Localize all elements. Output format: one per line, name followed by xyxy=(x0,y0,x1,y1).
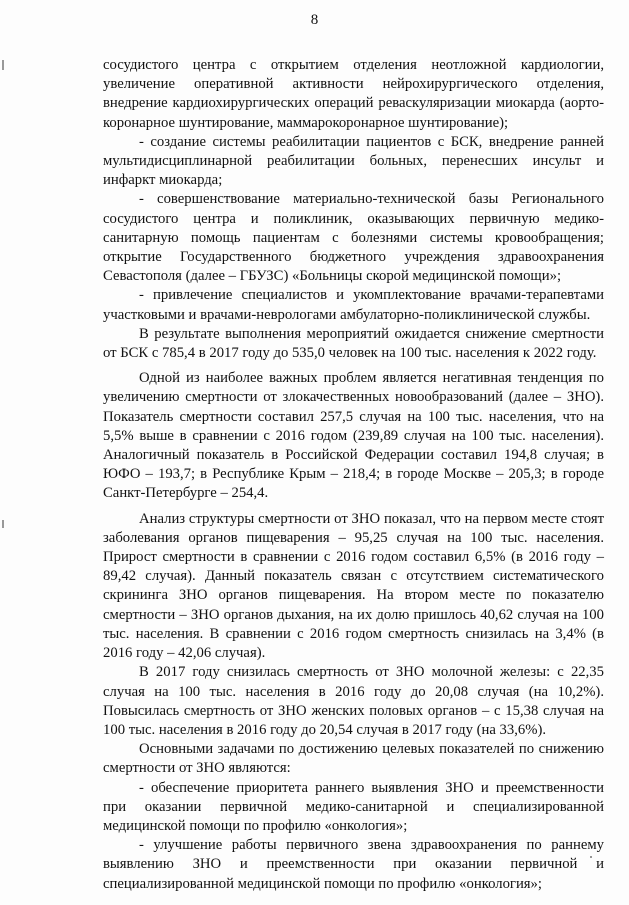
paragraph: - обеспечение приоритета раннего выявления ЗНО и преемственности при оказании первичной медико-санитарной и специализированной медицинской помощи по профилю «онкология»; xyxy=(103,779,604,834)
paragraph: Одной из наиболее важных проблем является негативная тенденция по увеличению смертности от злокачественных новообразований (далее – ЗНО). Показатель смертности составил 257,5 случая на 100 тыс. населения, что на 5,5% выше в сравнении с 2016 годом (239,89 случая на 100 тыс. населения). Аналогичный показатель в Российской Федерации составил 194,8 случая; в ЮФО – 193,7; в Республике Крым – 218,4; в городе Москве – 205,3; в городе Санкт-Петербурге – 254,4. xyxy=(103,370,604,502)
paragraph: Основными задачами по достижению целевых показателей по снижению смертности от ЗНО являются: xyxy=(103,741,604,777)
paragraph: - создание системы реабилитации пациентов с БСК, внедрение ранней мультидисциплинарной реабилитации больных, перенесших инсульт и инфаркт миокарда; xyxy=(103,133,604,189)
scan-artifact xyxy=(2,60,4,70)
paragraph: - улучшение работы первичного звена здравоохранения по раннему выявлению ЗНО и преемственности при оказании первичной и специализированной медицинской помощи по профилю «онкология»; xyxy=(103,837,604,892)
paragraph: В результате выполнения мероприятий ожидается снижение смертности от БСК с 785,4 в 2017 году до 535,0 человек на 100 тыс. населения к 2022 году. xyxy=(103,325,604,362)
scan-artifact xyxy=(2,520,4,528)
paragraph: сосудистого центра с открытием отделения неотложной кардиологии, увеличение оперативной активности нейрохирургического отделения, внедрение кардиохирургических операций реваскуляризации миокарда (аорто-коронарное шунтирование, маммарокоронарное шунтирование); xyxy=(103,57,604,131)
paragraph: В 2017 году снизилась смертность от ЗНО молочной железы: с 22,35 случая на 100 тыс. населения в 2016 году до 20,08 случая (на 10,2%). Повысилась смертность от ЗНО женских половых органов – с 15,38 случая на 100 тыс. населения в 2016 году до 20,54 случая в 2017 году (на 33,6%). xyxy=(103,664,604,738)
paragraph: Анализ структуры смертности от ЗНО показал, что на первом месте стоят заболевания органов пищеварения – 95,25 случая на 100 тыс. населения. Прирост смертности в сравнении с 2016 годом составил 6,5% (в 2016 году – 89,42 случая). Данный показатель связан с отсутствием систематического скрининга ЗНО органов пищеварения. На втором месте по показателю смертности – ЗНО органов дыхания, на их долю пришлось 40,62 случая на 100 тыс. населения. В сравнении с 2016 годом смертность снизилась на 3,4% (в 2016 году – 42,06 случая). xyxy=(103,510,604,662)
paragraph: - привлечение специалистов и укомплектование врачами-терапевтами участковыми и врачами-неврологами амбулаторно-поликлинической службы. xyxy=(103,287,604,323)
page-number: 8 xyxy=(310,12,319,28)
paragraph: - совершенствование материально-технической базы Регионального сосудистого центра и поликлиник, оказывающих первичную медико-санитарную помощь пациентам с болезнями системы кровообращения; открытие Государственного бюджетного учреждения здравоохранения Севастополя (далее – ГБУЗС) «Больницы скорой медицинской помощи»; xyxy=(103,191,604,285)
document-body xyxy=(103,56,604,894)
